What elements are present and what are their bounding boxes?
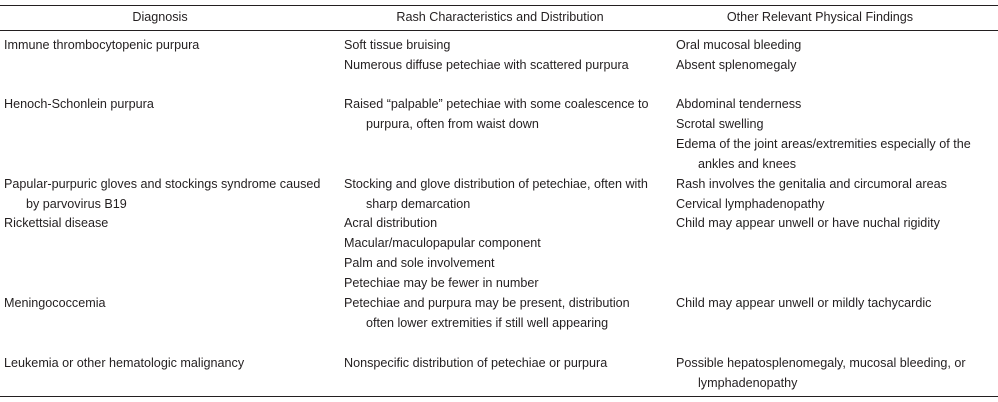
row-4-diagnosis-text: Rickettsial disease xyxy=(4,216,109,230)
table-top-rule xyxy=(0,5,998,6)
header-rash: Rash Characteristics and Distribution xyxy=(396,10,604,24)
row-3-other-item-1: Rash involves the genitalia and circumoral areas xyxy=(676,177,947,191)
row-2-other-item-1: Abdominal tenderness xyxy=(676,97,802,111)
row-6-other xyxy=(676,353,991,393)
row-6-other-item-1: Possible hepatosplenomegaly, mucosal bleeding, or lymphadenopathy xyxy=(676,356,966,390)
row-4-rash-item-1: Acral distribution xyxy=(344,216,438,230)
row-2-diagnosis-text: Henoch-Schonlein purpura xyxy=(4,97,154,111)
row-2-rash-item-1: Raised “palpable” petechiae with some coalescence to purpura, often from waist down xyxy=(344,97,649,131)
row-5-other-item-1: Child may appear unwell or mildly tachycardic xyxy=(676,296,932,310)
row-4-rash-item-4: Petechiae may be fewer in number xyxy=(344,276,539,290)
table-header-rule xyxy=(0,30,998,31)
row-3-other xyxy=(676,174,991,214)
row-4-rash-item-3: Palm and sole involvement xyxy=(344,256,495,270)
row-4-other xyxy=(676,213,991,233)
row-6-rash-item-1: Nonspecific distribution of petechiae or purpura xyxy=(344,356,608,370)
row-4-rash-item-2: Macular/maculopapular component xyxy=(344,236,541,250)
row-1-other-item-2: Absent splenomegaly xyxy=(676,58,797,72)
row-2-rash xyxy=(344,94,674,134)
row-3-rash-item-1: Stocking and glove distribution of petechiae, often with sharp demarcation xyxy=(344,177,648,211)
row-6-diagnosis xyxy=(4,353,324,373)
row-1-other-item-1: Oral mucosal bleeding xyxy=(676,38,802,52)
row-3-other-item-2: Cervical lymphadenopathy xyxy=(676,197,825,211)
row-1-rash xyxy=(344,35,649,75)
row-1-diagnosis-text: Immune thrombocytopenic purpura xyxy=(4,38,200,52)
row-5-diagnosis-text: Meningococcemia xyxy=(4,296,106,310)
row-4-rash xyxy=(344,213,664,293)
row-6-rash xyxy=(344,353,664,373)
row-2-other-item-3: Edema of the joint areas/extremities especially of the ankles and knees xyxy=(676,137,971,171)
row-1-other xyxy=(676,35,991,75)
row-6-diagnosis-text: Leukemia or other hematologic malignancy xyxy=(4,356,245,370)
table-bottom-rule xyxy=(0,396,998,397)
row-5-diagnosis xyxy=(4,293,324,313)
row-1-rash-item-2: Numerous diffuse petechiae with scattered purpura xyxy=(344,58,629,72)
header-other: Other Relevant Physical Findings xyxy=(726,10,914,24)
row-2-other xyxy=(676,94,991,174)
row-1-rash-item-1: Soft tissue bruising xyxy=(344,38,451,52)
row-4-other-item-1: Child may appear unwell or have nuchal rigidity xyxy=(676,216,940,230)
row-3-rash xyxy=(344,174,664,214)
row-5-rash xyxy=(344,293,644,333)
row-2-diagnosis xyxy=(4,94,324,114)
row-3-diagnosis-text: Papular-purpuric gloves and stockings syndrome caused by parvovirus B19 xyxy=(4,177,321,211)
row-2-other-item-2: Scrotal swelling xyxy=(676,117,764,131)
row-5-rash-item-1: Petechiae and purpura may be present, distribution often lower extremities if still well appearing xyxy=(344,296,630,330)
row-4-diagnosis xyxy=(4,213,324,233)
row-1-diagnosis xyxy=(4,35,324,55)
row-5-other xyxy=(676,293,991,313)
header-diagnosis: Diagnosis xyxy=(132,10,188,24)
row-3-diagnosis xyxy=(4,174,324,214)
